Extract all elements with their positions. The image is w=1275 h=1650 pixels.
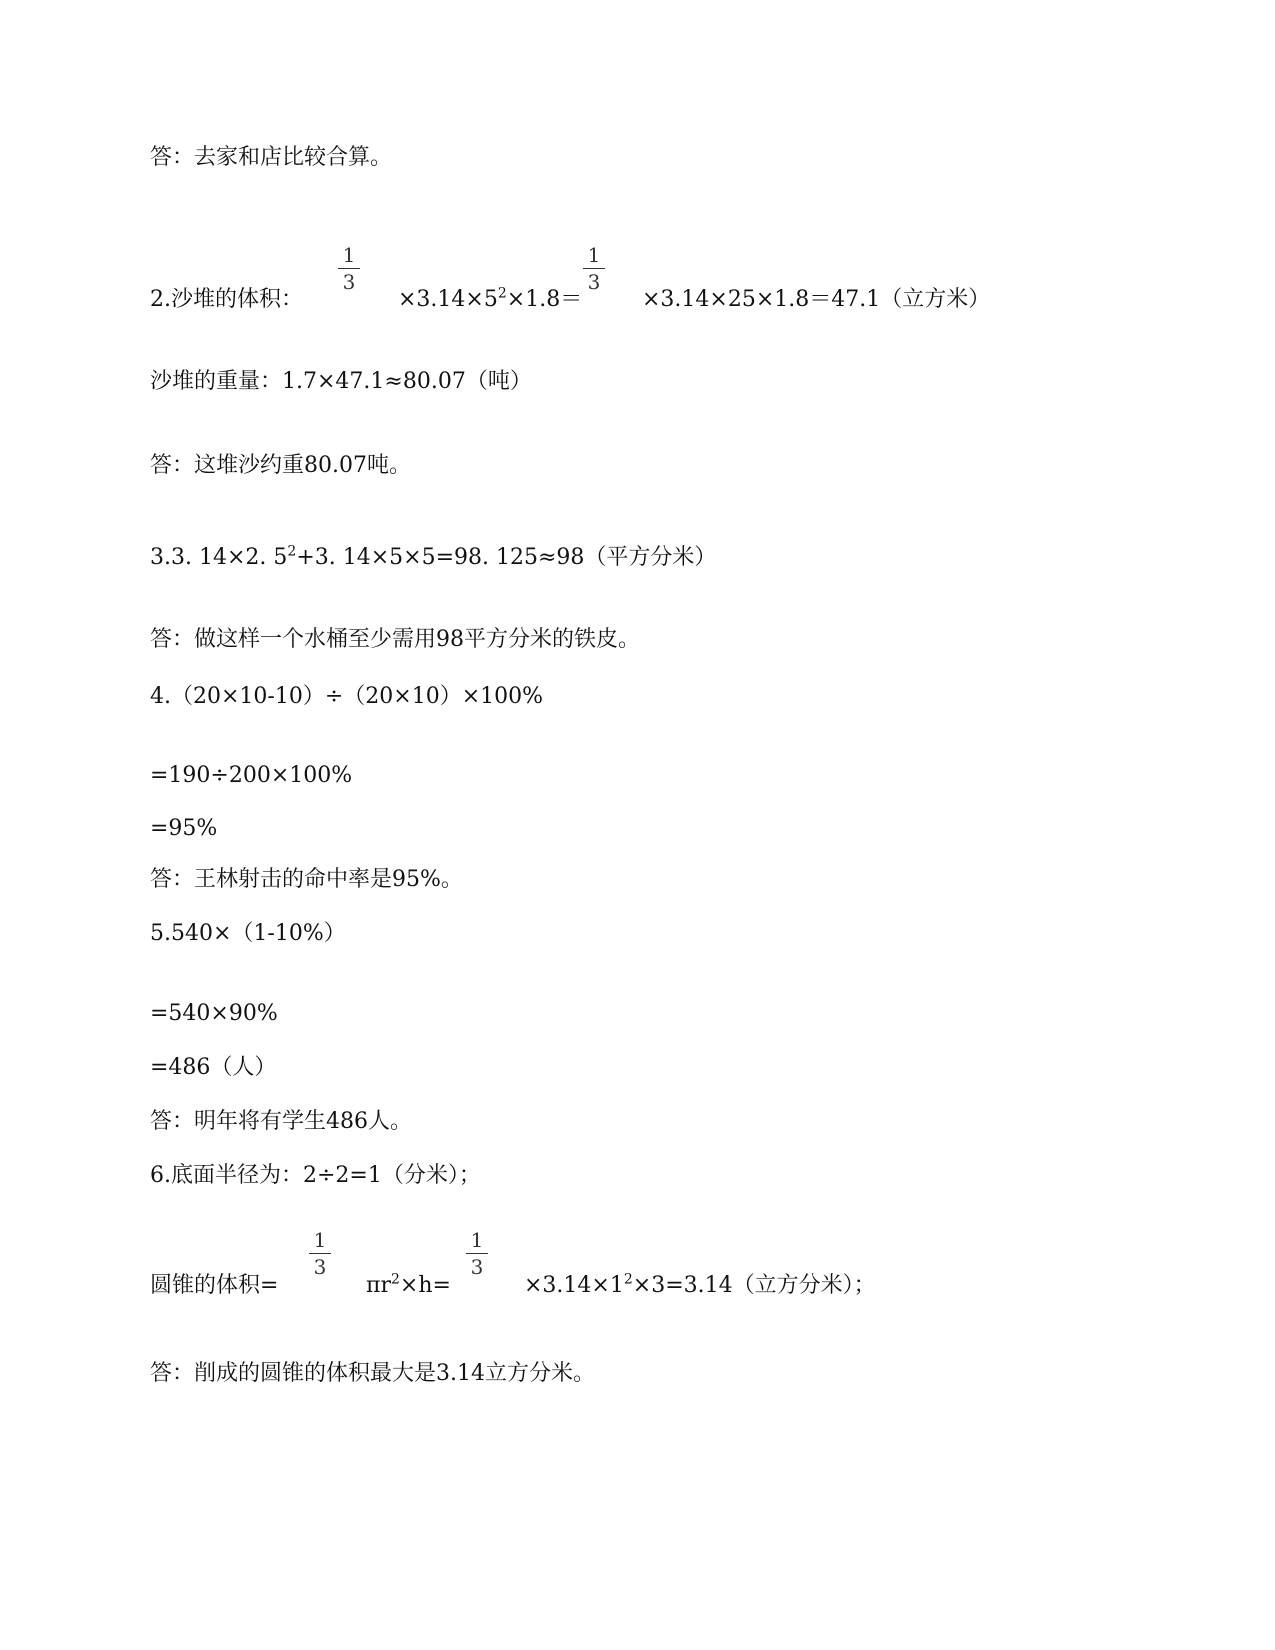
q2-answer: 答：这堆沙约重80.07吨。 [150,453,411,478]
fraction-denominator: 3 [313,1255,327,1279]
q5-line-2: =540×90% [150,1001,278,1026]
q6-label: 圆锥的体积= [150,1273,279,1298]
fraction-bar [466,1253,488,1254]
q4-line-3: =95% [150,816,218,841]
q3-expression: 3.3. 14×2. $5^2+3$. 14×5×5=98. 125≈98（平方分米） [150,543,717,570]
q6-answer: 答：削成的圆锥的体积最大是3.14立方分米。 [150,1361,595,1386]
fraction-bar [309,1253,331,1254]
fraction-bar [583,268,605,269]
q3-answer: 答：做这样一个水桶至少需用98平方分米的铁皮。 [150,627,640,652]
q2-weight: 沙堆的重量：1.7×47.1≈80.07（吨） [150,369,532,394]
q4-line-2: =190÷200×100% [150,763,353,788]
fraction-numerator: 1 [470,1228,484,1252]
q6-fraction-a [309,1229,331,1278]
fraction-numerator: 1 [342,243,356,267]
fraction-numerator: 1 [587,243,601,267]
q4-answer: 答：王林射击的命中率是95%。 [150,867,463,892]
fraction-denominator: 3 [470,1255,484,1279]
q5-line-1: 5.540×（1-10%） [150,921,346,946]
fraction-denominator: 3 [587,270,601,294]
fraction-numerator: 1 [313,1228,327,1252]
q4-line-1: 4.（20×10-10）÷（20×10）×100% [150,684,544,709]
q2-expression-b: ×3.14×25×1.8＝47.1（立方米） [642,287,991,312]
q1-answer: 答：去家和店比较合算。 [150,145,393,170]
q6-expression-b: $\times 3.14\times 1^2\times 3=3.14$（立方分米）； [524,1271,876,1298]
fraction-denominator: 3 [342,270,356,294]
fraction-bar [338,268,360,269]
q6-fraction-b [466,1229,488,1278]
q5-answer: 答：明年将有学生486人。 [150,1109,412,1134]
q2-expression-a: $\times 3.14\times 5^2\times 1.8=$ [398,285,583,312]
q6-line-1: 6.底面半径为：2÷2=1（分米）； [150,1163,481,1188]
q5-line-3: =486（人） [150,1055,277,1080]
q6-expression-a: $\pi r^2\times h=$ [366,1271,451,1298]
q2-fraction-a [338,244,360,293]
q2-label: 2.沙堆的体积： [150,287,303,312]
q2-fraction-b [583,244,605,293]
